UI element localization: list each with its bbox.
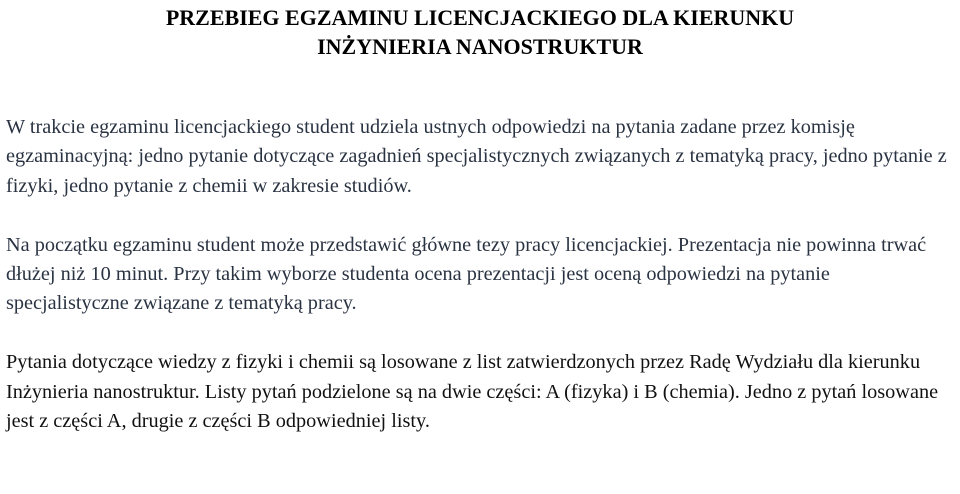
document-title: [6, 0, 954, 61]
title-line-1: PRZEBIEG EGZAMINU LICENCJACKIEGO DLA KIERUNKU: [165, 5, 795, 30]
paragraph-exam-questions: W trakcie egzaminu licencjackiego student udziela ustnych odpowiedzi na pytania zadane przez komisję egzaminacyjną: jedno pytanie dotyczące zagadnień specjalistycznych związanych z tematyką pracy, jedno pytanie z fizyki, jedno pytanie z chemii w zakresie studiów.: [6, 116, 947, 197]
paragraph-presentation: Na początku egzaminu student może przedstawić główne tezy pracy licencjackiej. Prezentacja nie powinna trwać dłużej niż 10 minut. Przy takim wyborze studenta ocena prezentacji jest oceną odpowiedzi na pytanie specjalistyczne związane z tematyką pracy.: [6, 233, 927, 315]
document-body: [6, 113, 956, 436]
paragraph-question-lists: Pytania dotyczące wiedzy z fizyki i chemii są losowane z list zatwierdzonych przez Radę Wydziału dla kierunku Inżynieria nanostruktur. Listy pytań podzielone są na dwie części: A (fizyka) i B (chemia). Jedno z pytań losowane jest z części A, drugie z części B odpowiedniej listy.: [6, 351, 939, 433]
title-line-2: INŻYNIERIA NANOSTRUKTUR: [317, 34, 643, 59]
